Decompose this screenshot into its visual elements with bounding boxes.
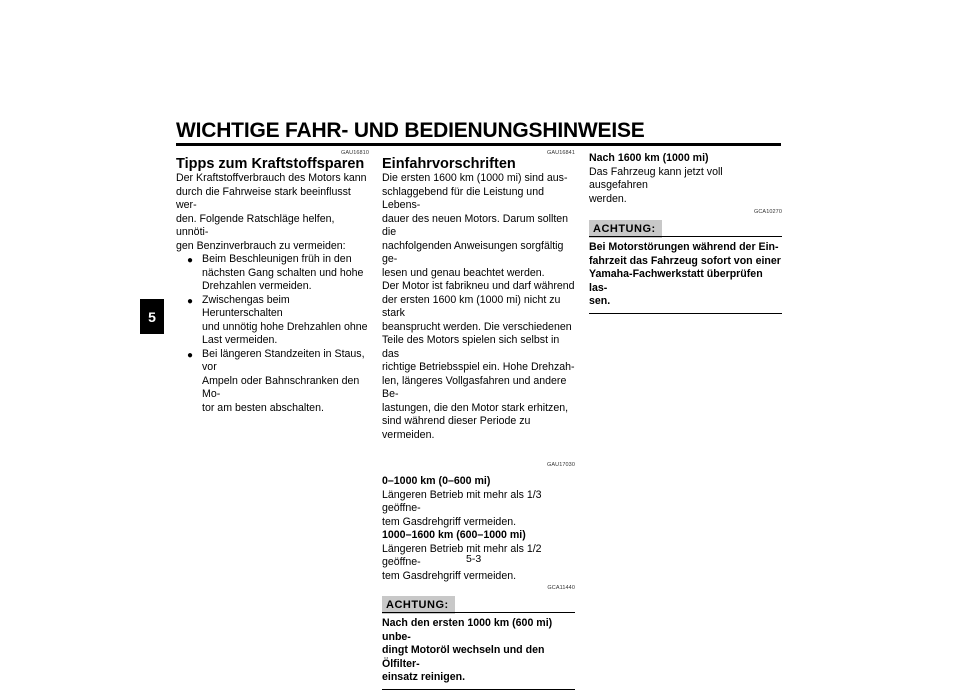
break-in-body: Die ersten 1600 km (1000 mi) sind aus- schlaggebend für die Leistung und Lebens- dauer des neuen Motors. Darum sollten die nachfolgenden Anweisungen sorgfältig ge- lesen und genau beachtet werden. Der Motor ist fabrikneu und darf während der ersten 1600 km (1000 mi) nicht zu stark beansprucht werden. Die verschiedenen Teile des Motors spielen sich selbst in das richtige Betriebsspiel ein. Hohe Drehzah- len, längeres Vollgasfahren und andere Be- lastungen, die den Motor stark erhitzen, sind während dieser Periode zu vermeiden. <box>382 172 575 441</box>
list-item <box>176 294 369 348</box>
caution-box <box>382 596 575 690</box>
after-break-in-text: Das Fahrzeug kann jetzt voll ausgefahren werden. <box>589 165 723 205</box>
page-title: WICHTIGE FAHR- UND BEDIENUNGSHINWEISE <box>176 119 645 142</box>
bullet-icon: ● <box>187 295 194 307</box>
list-item-text: Zwischengas beim Herunterschalten und unnötig hohe Drehzahlen ohne Last vermeiden. <box>202 293 368 346</box>
break-in-stage-2-text: Längeren Betrieb mit mehr als 1/2 geöffne- tem Gasdrehgriff vermeiden. <box>382 542 542 582</box>
caution-box <box>589 220 782 314</box>
list-item <box>176 253 369 294</box>
page-number: 5-3 <box>466 553 482 565</box>
break-in-stage-2-title: 1000–1600 km (600–1000 mi) <box>382 529 526 541</box>
section-code: GAU16810 <box>340 150 369 156</box>
bullet-icon: ● <box>187 349 194 361</box>
bullet-icon: ● <box>187 255 194 266</box>
fuel-saving-list <box>176 253 369 415</box>
after-break-in-title: Nach 1600 km (1000 mi) <box>589 152 709 164</box>
caution-label: ACHTUNG: <box>382 596 455 614</box>
caution-text: Bei Motorstörungen während der Ein- fahrzeit das Fahrzeug sofort von einer Yamaha-Fachwerkstatt überprüfen las- sen. <box>589 241 782 314</box>
column-fuel-saving <box>176 150 369 415</box>
break-in-stage-1-text: Längeren Betrieb mit mehr als 1/3 geöffne- tem Gasdrehgriff vermeiden. <box>382 488 542 528</box>
column-break-in <box>382 150 575 690</box>
section-heading-break-in: Einfahrvorschriften <box>382 156 516 172</box>
column-after-break-in <box>589 152 782 314</box>
caution-code: GCA11440 <box>547 585 575 591</box>
chapter-tab: 5 <box>140 299 164 334</box>
list-item-text: Bei längeren Standzeiten in Staus, vor Ampeln oder Bahnschranken den Mo- tor am besten abschalten. <box>202 347 365 414</box>
caution-code: GCA10270 <box>753 209 782 215</box>
fuel-saving-intro: Der Kraftstoffverbrauch des Motors kann durch die Fahrweise stark beeinflusst wer- den. Folgende Ratschläge helfen, unnöti- gen Benzinverbrauch zu vermeiden: <box>176 172 367 252</box>
break-in-stage-1-title: 0–1000 km (0–600 mi) <box>382 475 491 487</box>
caution-label: ACHTUNG: <box>589 220 662 238</box>
section-code: GAU16841 <box>546 150 575 156</box>
list-item-text: Beim Beschleunigen früh in den nächsten Gang schalten und hohe Drehzahlen vermeiden. <box>202 253 364 292</box>
title-rule <box>176 143 781 146</box>
list-item <box>176 348 369 416</box>
section-code: GAU17030 <box>546 462 575 468</box>
section-heading-fuel-saving: Tipps zum Kraftstoffsparen <box>176 156 365 172</box>
caution-text: Nach den ersten 1000 km (600 mi) unbe- dingt Motoröl wechseln und den Ölfilter- einsatz reinigen. <box>382 617 575 690</box>
